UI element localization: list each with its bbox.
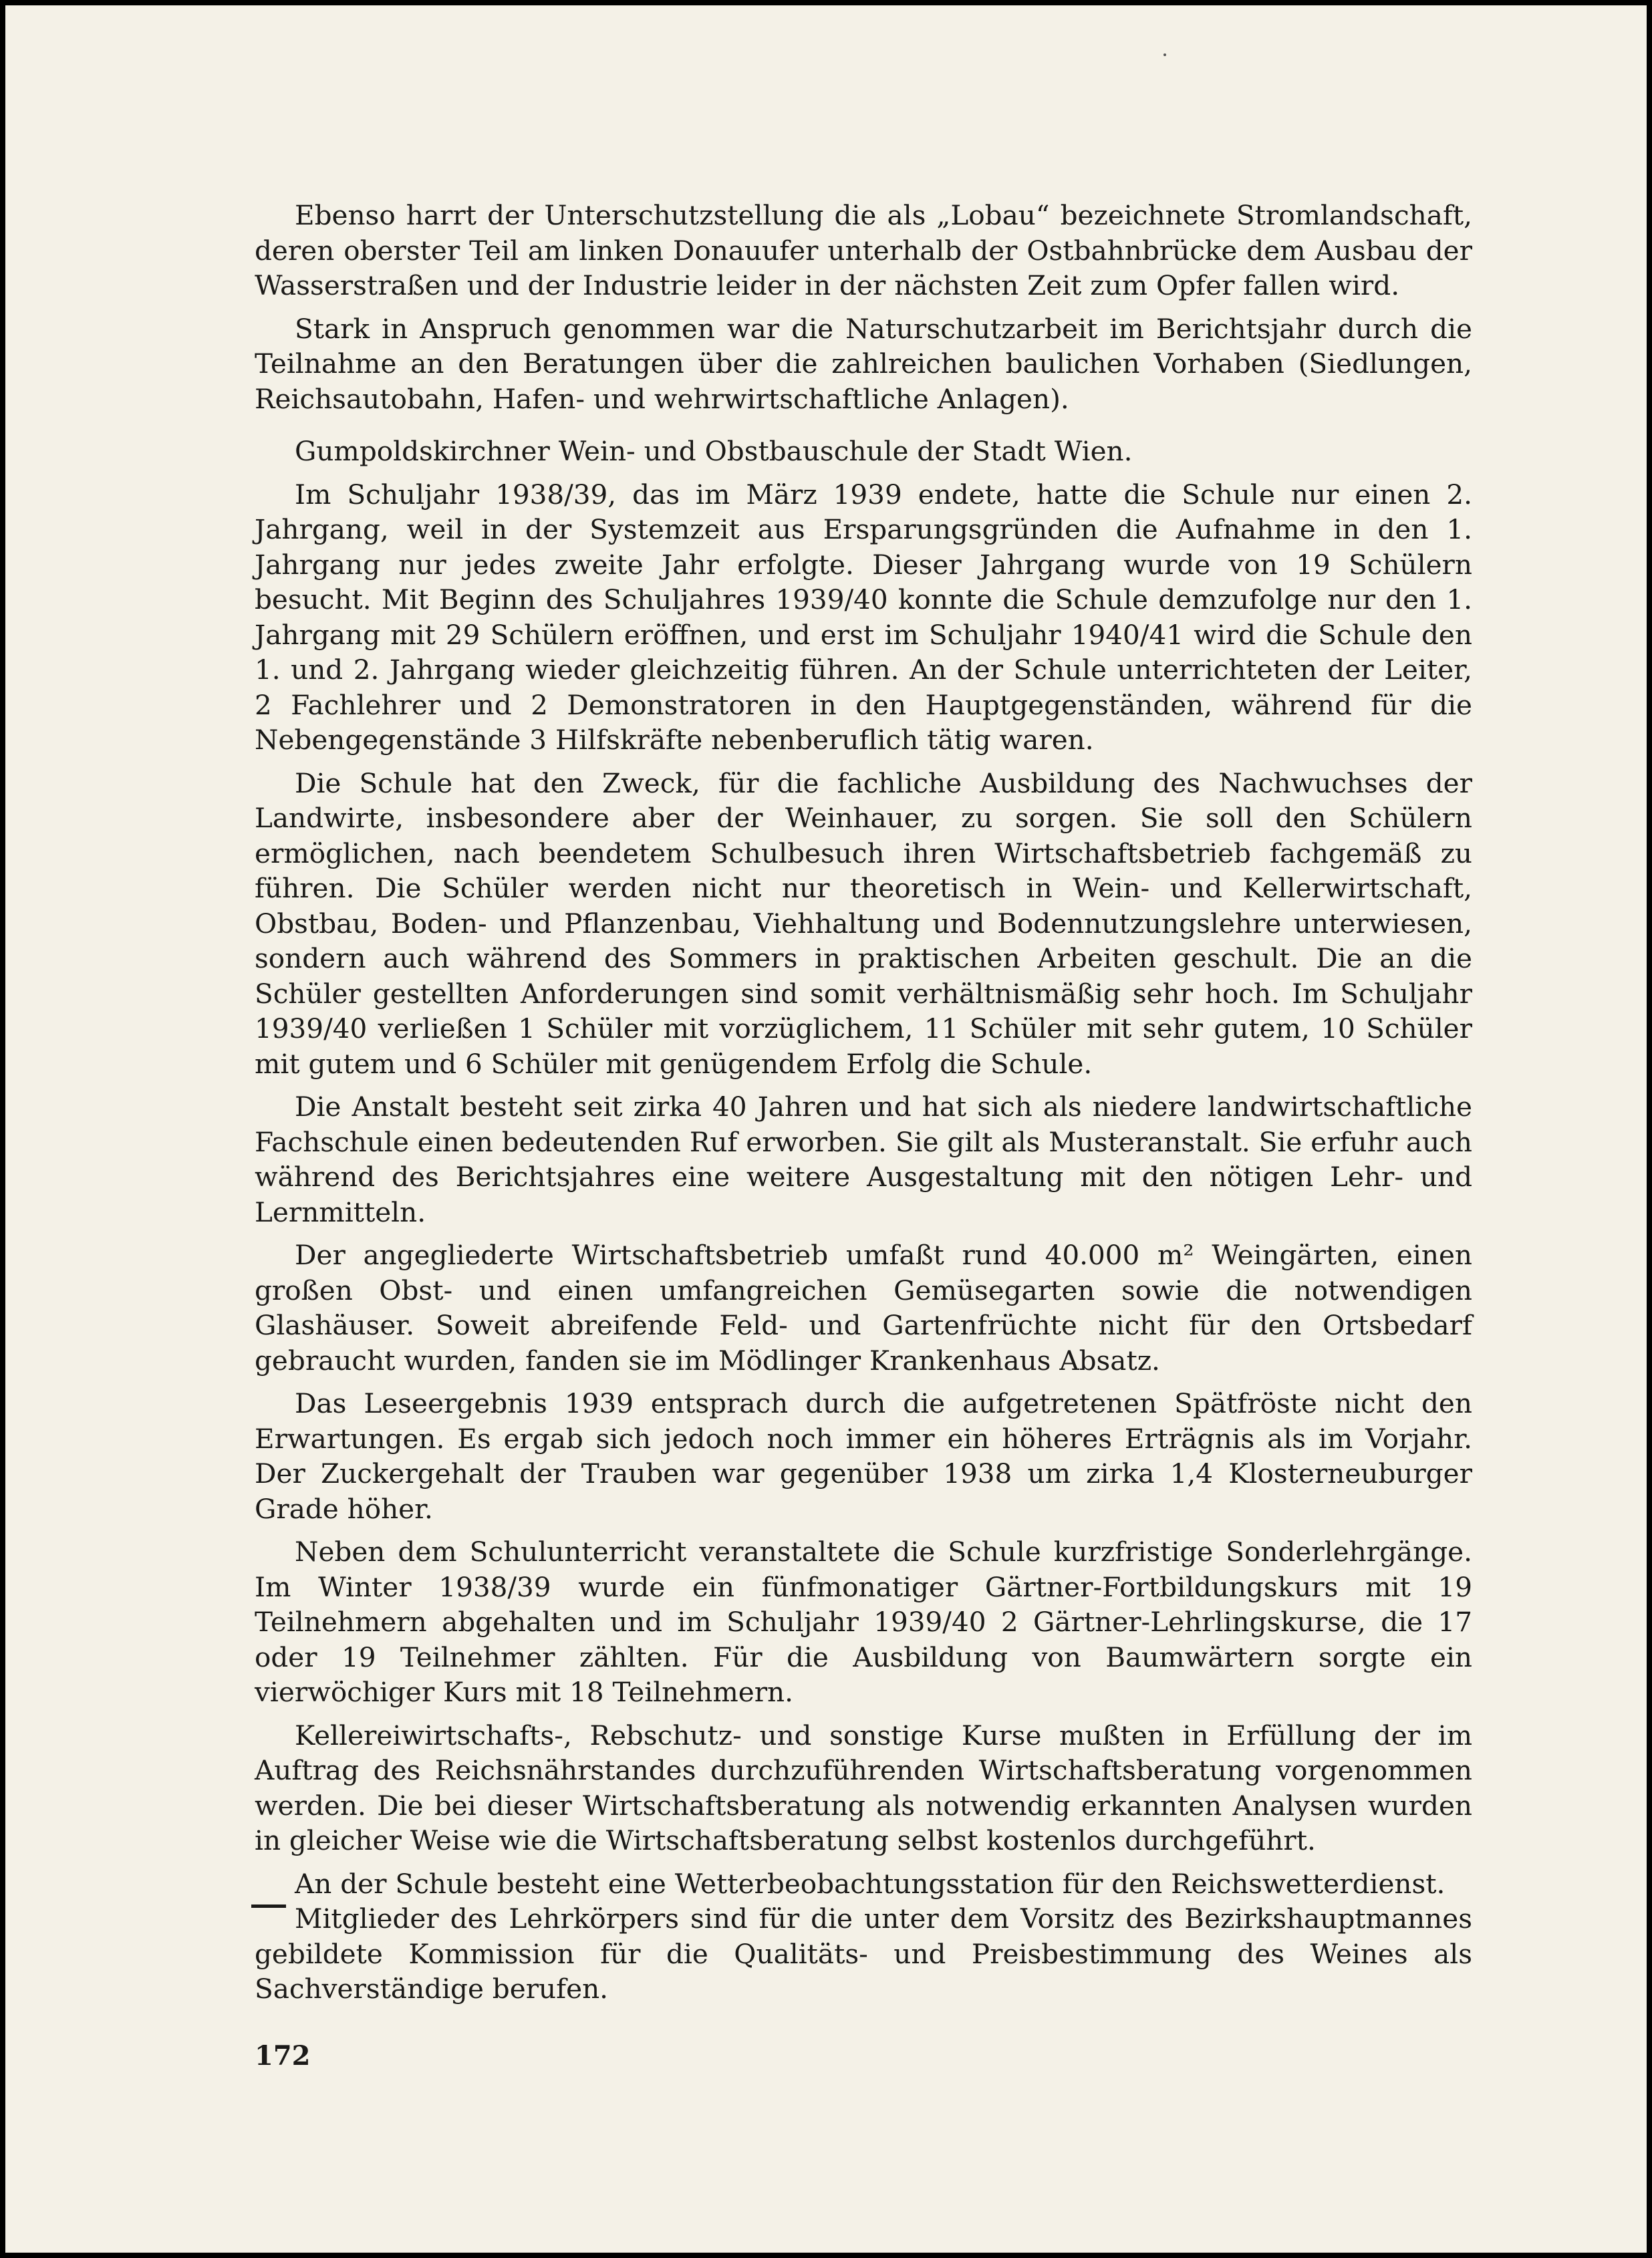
page-number: 172 [255, 2040, 311, 2072]
paragraph-schuljahr: Im Schuljahr 1938/39, das im März 1939 endete, hatte die Schule nur einen 2. Jahrgang, weil in der Systemzeit aus Ersparungsgründen die Aufnahme in den 1. Jahrgang nur jedes zweite Jahr erfolgte. Dieser Jahrgang wurde von 19 Schülern besucht. Mit Beginn des Schuljahres 1939/40 konnte die Schule demzufolge nur den 1. Jahrgang mit 29 Schülern eröffnen, und erst im Schuljahr 1940/41 wird die Schule den 1. und 2. Jahrgang wieder gleichzeitig führen. An der Schule unterrichteten der Leiter, 2 Fachlehrer und 2 Demonstratoren in den Hauptgegenständen, während für die Nebengegenstände 3 Hilfskräfte nebenberuflich tätig waren. [255, 478, 1472, 756]
paragraph-wirtschaftsbetrieb: Der angegliederte Wirtschaftsbetrieb umfaßt rund 40.000 m² Weingärten, einen großen Obst- und einen umfangreichen Gemüsegarten sowie die notwendigen Glashäuser. Soweit abreifende Feld- und Gartenfrüchte nicht für den Ortsbedarf gebraucht wurden, fanden sie im Mödlinger Krankenhaus Absatz. [255, 1239, 1472, 1377]
section-heading: Gumpoldskirchner Wein- und Obstbauschule der Stadt Wien. [295, 435, 1133, 467]
paragraph-naturschutz: Stark in Anspruch genommen war die Naturschutzarbeit im Berichtsjahr durch die Teilnahme an den Beratungen über die zahlreichen baulichen Vorhaben (Siedlungen, Reichsautobahn, Hafen- und wehrwirtschaftliche Anlagen). [255, 312, 1472, 415]
margin-mark [251, 1904, 286, 1908]
paragraph-lehrkoerper: Mitglieder des Lehrkörpers sind für die unter dem Vorsitz des Bezirkshauptmannes gebildete Kommission für die Qualitäts- und Preisbestimmung des Weines als Sachverständige berufen. [255, 1902, 1472, 2005]
document-page [5, 5, 1647, 2253]
paragraph-lobau: Ebenso harrt der Unterschutzstellung die als „Lobau“ bezeichnete Stromlandschaft, deren oberster Teil am linken Donauufer unterhalb der Ostbahnbrücke dem Ausbau der Wasserstraßen und der Industrie leider in der nächsten Zeit zum Opfer fallen wird. [255, 199, 1472, 301]
paragraph-anstalt: Die Anstalt besteht seit zirka 40 Jahren und hat sich als niedere landwirtschaftliche Fachschule einen bedeutenden Ruf erworben. Sie gilt als Musteranstalt. Sie erfuhr auch während des Berichtsjahres eine weitere Ausgestaltung mit den nötigen Lehr- und Lernmitteln. [255, 1091, 1472, 1228]
paragraph-wetterstation: An der Schule besteht eine Wetterbeobachtungsstation für den Reichswetterdienst. [295, 1867, 1446, 1900]
paragraph-leseergebnis: Das Leseergebnis 1939 entsprach durch die aufgetretenen Spätfröste nicht den Erwartungen. Es ergab sich jedoch noch immer ein höheres Erträgnis als im Vorjahr. Der Zuckergehalt der Trauben war gegenüber 1938 um zirka 1,4 Klosterneuburger Grade höher. [255, 1387, 1472, 1525]
paper-speck [1163, 53, 1166, 56]
paragraph-sonderlehrgaenge: Neben dem Schulunterricht veranstaltete die Schule kurzfristige Sonderlehrgänge. Im Winter 1938/39 wurde ein fünfmonatiger Gärtner-Fortbildungskurs mit 19 Teilnehmern abgehalten und im Schuljahr 1939/40 2 Gärtner-Lehrlingskurse, die 17 oder 19 Teilnehmer zählten. Für die Ausbildung von Baumwärtern sorgte ein vierwöchiger Kurs mit 18 Teilnehmern. [255, 1536, 1472, 1708]
paragraph-zweck: Die Schule hat den Zweck, für die fachliche Ausbildung des Nachwuchses der Landwirte, insbesondere aber der Weinhauer, zu sorgen. Sie soll den Schülern ermöglichen, nach beendetem Schulbesuch ihren Wirtschaftsbetrieb fachgemäß zu führen. Die Schüler werden nicht nur theoretisch in Wein- und Kellerwirtschaft, Obstbau, Boden- und Pflanzenbau, Viehhaltung und Bodennutzungslehre unterwiesen, sondern auch während des Sommers in praktischen Arbeiten geschult. Die an die Schüler gestellten Anforderungen sind somit verhältnismäßig sehr hoch. Im Schuljahr 1939/40 verließen 1 Schüler mit vorzüglichem, 11 Schüler mit sehr gutem, 10 Schüler mit gutem und 6 Schüler mit genügendem Erfolg die Schule. [255, 766, 1472, 1080]
paragraph-kurse: Kellereiwirtschafts-, Rebschutz- und sonstige Kurse mußten in Erfüllung der im Auftrag des Reichsnährstandes durchzuführenden Wirtschaftsberatung vorgenommen werden. Die bei dieser Wirtschaftsberatung als notwendig erkannten Analysen wurden in gleicher Weise wie die Wirtschaftsberatung selbst kostenlos durchgeführt. [255, 1719, 1472, 1856]
body-text [255, 198, 1472, 2007]
